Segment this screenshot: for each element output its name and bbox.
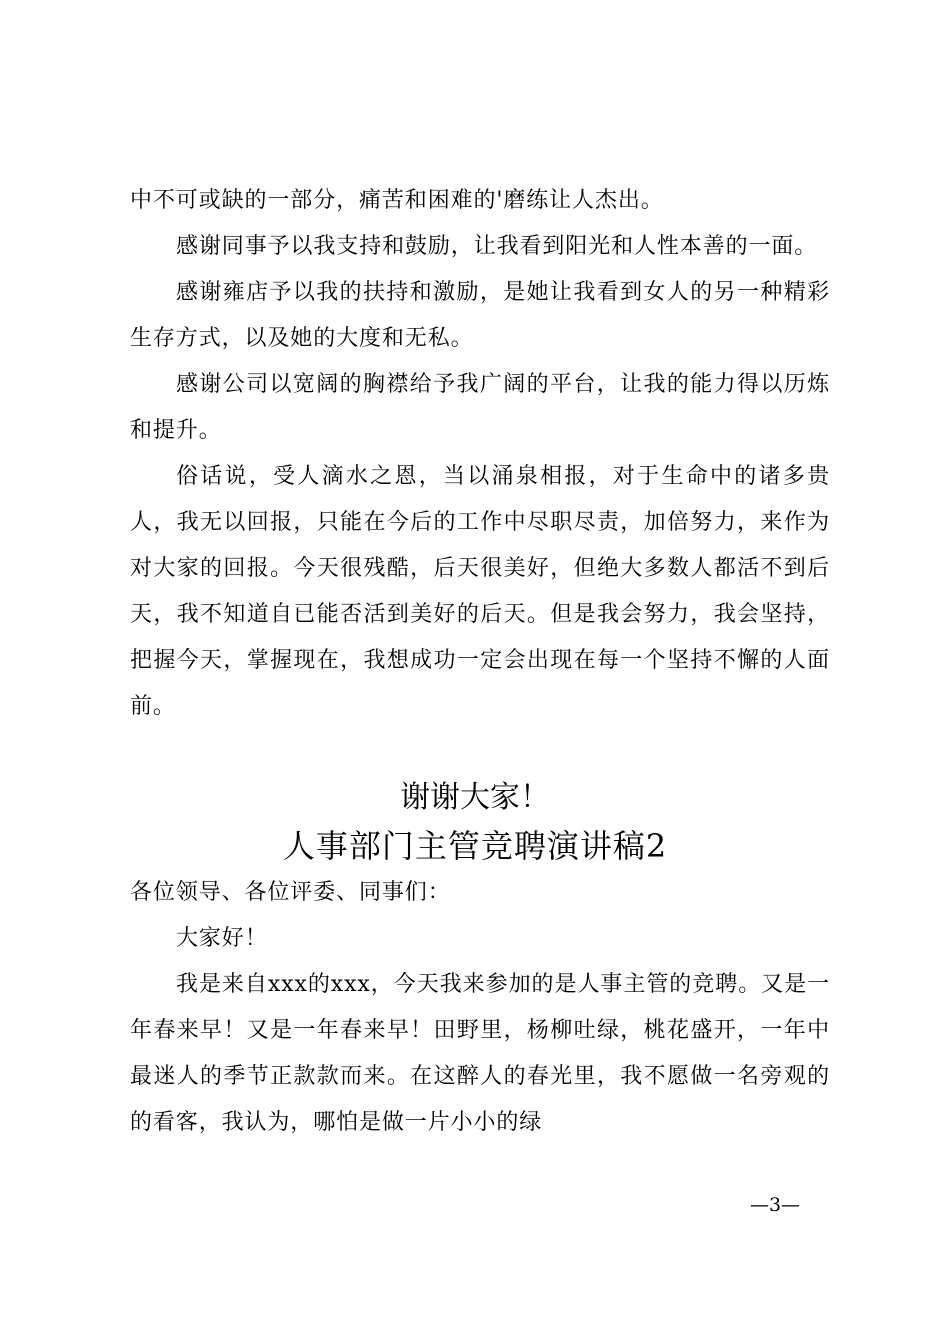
body-text-bottom: [130, 870, 830, 1146]
paragraph-thanks-colleagues: 感谢同事予以我支持和鼓励，让我看到阳光和人性本善的一面。: [176, 234, 818, 259]
body-text-top: [130, 178, 830, 730]
paragraph-thanks-store: 感谢雍店予以我的扶持和激励，是她让我看到女人的另一种精彩生存方式，以及她的大度和无私。: [130, 280, 830, 351]
paragraph-intro: 我是来自xxx的xxx，今天我来参加的是人事主管的竞聘。又是一年春来早！又是一年春来早！田野里，杨柳吐绿，桃花盛开，一年中最迷人的季节正款款而来。在这醉人的春光里，我不愿做一名旁观的的看客，我认为，哪怕是做一片小小的绿: [130, 972, 830, 1135]
paragraph-thanks-company: 感谢公司以宽阔的胸襟给予我广阔的平台，让我的能力得以历炼和提升。: [130, 372, 830, 443]
thanks-heading: 谢谢大家！: [400, 780, 550, 815]
greeting: 大家好！: [176, 926, 268, 951]
paragraph-proverb: 俗话说，受人滴水之恩，当以涌泉相报，对于生命中的诸多贵人，我无以回报，只能在今后的工作中尽职尽责，加倍努力，来作为对大家的回报。今天很残酷，后天很美好，但绝大多数人都活不到后天，我不知道自已能否活到美好的后天。但是我会努力，我会坚持，把握今天，掌握现在，我想成功一定会出现在每一个坚持不懈的人面前。: [130, 464, 830, 719]
document-title: 人事部门主管竞聘演讲稿2: [282, 827, 668, 865]
paragraph-continuation: 中不可或缺的一部分，痛苦和困难的'磨练让人杰出。: [130, 188, 664, 213]
page-number: —3—: [749, 1194, 801, 1216]
salutation: 各位领导、各位评委、同事们：: [130, 880, 451, 905]
